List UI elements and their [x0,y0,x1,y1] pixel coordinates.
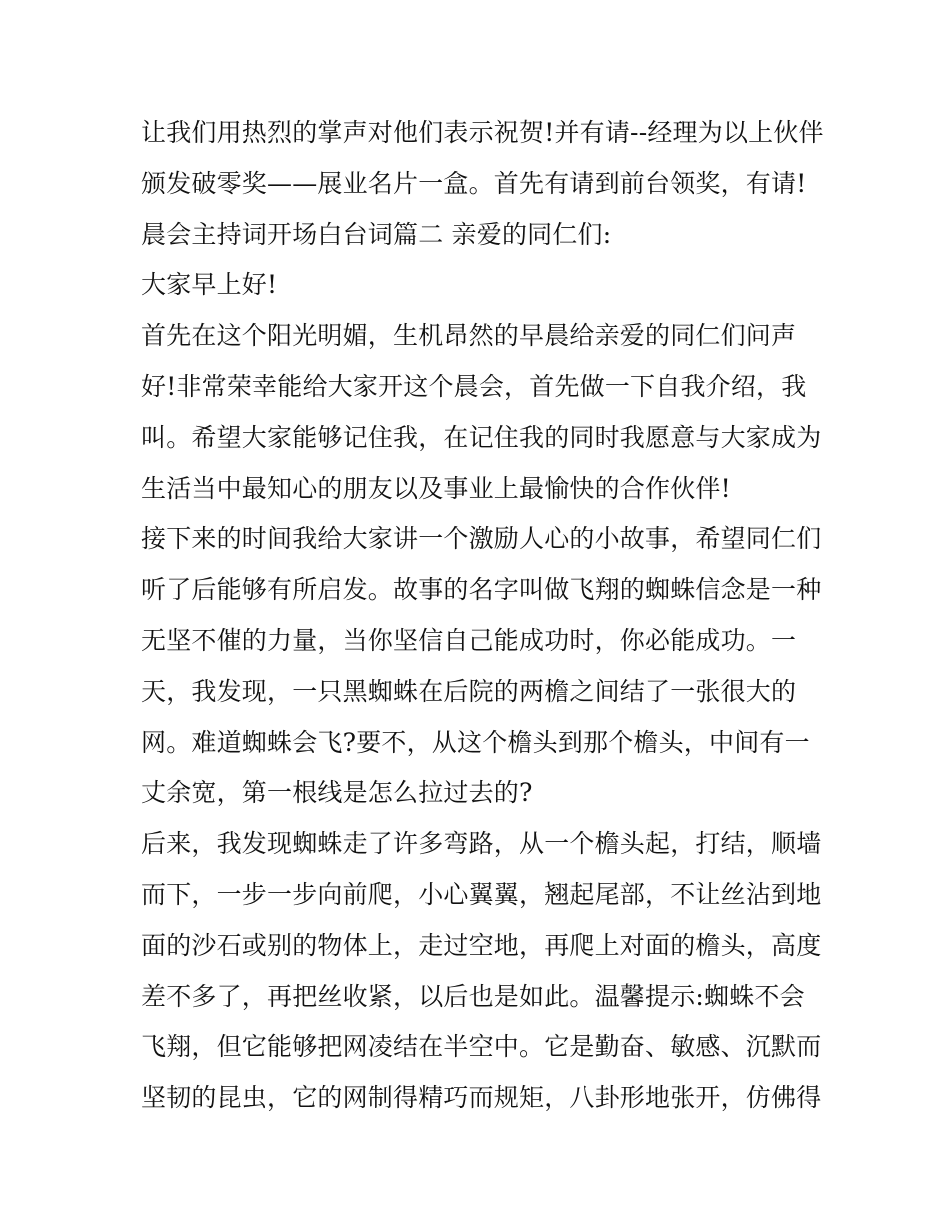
text-line: 丈余宽，第一根线是怎么拉过去的? [141,778,533,808]
text-line: 无坚不催的力量，当你坚信自己能成功时，你必能成功。一 [141,625,797,655]
text-line: 而下，一步一步向前爬，小心翼翼，翘起尾部，不让丝沾到地 [141,879,822,909]
text-line: 生活当中最知心的朋友以及事业上最愉快的合作伙伴! [141,473,731,503]
text-line: 面的沙石或别的物体上，走过空地，再爬上对面的檐头，高度 [141,930,822,960]
text-line: 首先在这个阳光明媚，生机昂然的早晨给亲爱的同仁们问声 [141,321,797,351]
text-line: 让我们用热烈的掌声对他们表示祝贺!并有请--经理为以上伙伴 [141,118,824,147]
text-line: 叫。希望大家能够记住我，在记住我的同时我愿意与大家成为 [141,422,822,452]
text-line: 大家早上好! [141,270,278,300]
text-line: 网。难道蜘蛛会飞?要不，从这个檐头到那个檐头，中间有一 [141,727,810,757]
text-line: 天，我发现，一只黑蜘蛛在后院的两檐之间结了一张很大的 [141,676,797,706]
text-line: 接下来的时间我给大家讲一个激励人心的小故事，希望同仁们 [141,524,822,554]
text-line: 后来，我发现蜘蛛走了许多弯路，从一个檐头起，打结，顺墙 [141,829,822,859]
text-line: 好!非常荣幸能给大家开这个晨会，首先做一下自我介绍，我 [141,371,807,401]
text-line: 坚韧的昆虫，它的网制得精巧而规矩，八卦形地张开，仿佛得 [141,1083,822,1113]
section-heading-line: 晨会主持词开场白台词篇二 亲爱的同仁们: [141,219,612,249]
text-line: 飞翔，但它能够把网凌结在半空中。它是勤奋、敏感、沉默而 [141,1032,822,1062]
text-line: 颁发破零奖——展业名片一盒。首先有请到前台领奖，有请! [141,168,807,198]
text-line: 听了后能够有所启发。故事的名字叫做飞翔的蜘蛛信念是一种 [141,575,822,605]
text-line: 差不多了，再把丝收紧，以后也是如此。温馨提示:蜘蛛不会 [141,981,805,1011]
document-body [141,108,824,1124]
